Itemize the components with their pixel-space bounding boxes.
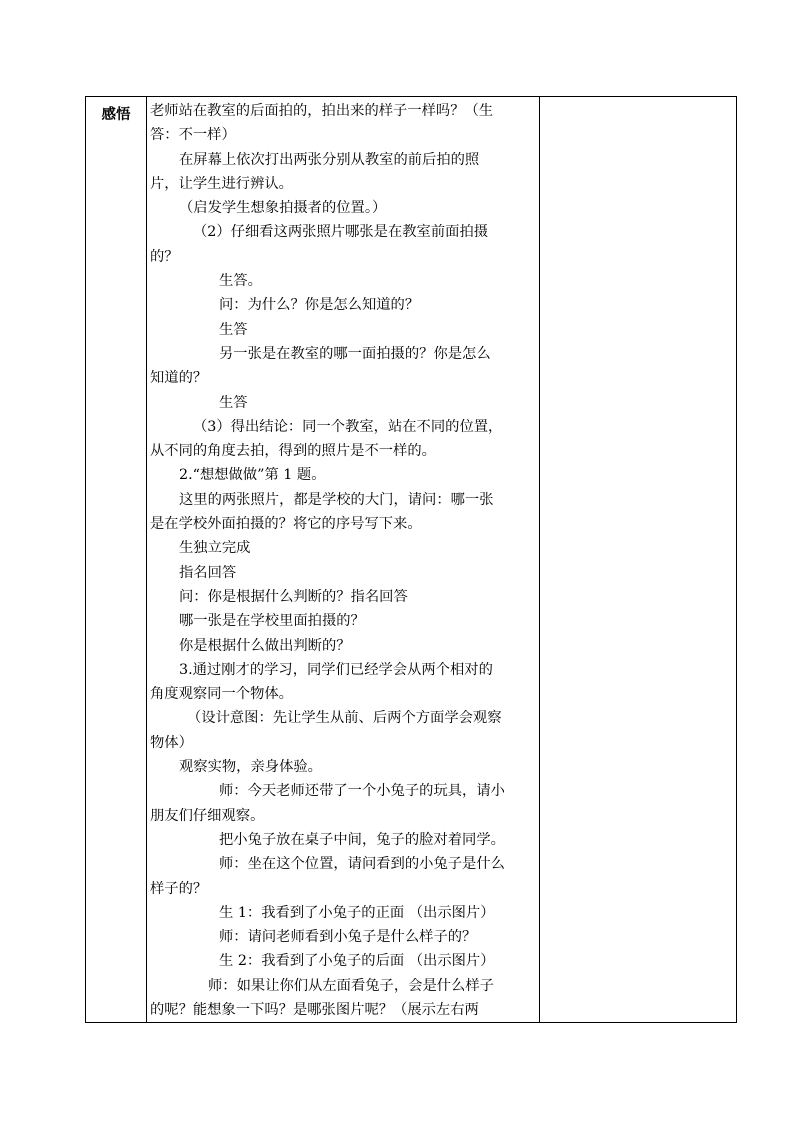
content-line: 答：不一样） xyxy=(150,127,236,144)
content-line: 是在学校外面拍摄的？将它的序号写下来。 xyxy=(150,516,422,533)
content-line: 老师站在教室的后面拍的，拍出来的样子一样吗？（生 xyxy=(150,103,494,119)
content-line: 片，让学生进行辨认。 xyxy=(150,175,293,192)
content-line: （2）仔细看这两张照片哪张是在教室前面拍摄 xyxy=(193,224,489,241)
content-line: （3）得出结论：同一个教室，站在不同的位置， xyxy=(193,418,503,435)
content-line: 在屏幕上依次打出两张分别从教室的前后拍的照 xyxy=(179,151,480,168)
content-line: 生独立完成 xyxy=(179,540,251,557)
content-line: 这里的两张照片，都是学校的大门，请问：哪一张 xyxy=(179,491,494,508)
section-label-cell xyxy=(86,97,147,1023)
content-text xyxy=(147,97,539,1022)
content-line: 把小兔子放在桌子中间，兔子的脸对着同学。 xyxy=(219,831,505,848)
content-line: 的呢？能想象一下吗？是哪张图片呢？（展示左右两 xyxy=(150,1001,479,1018)
content-line: 观察实物，亲身体验。 xyxy=(179,759,322,776)
content-line: 样子的？ xyxy=(150,880,208,897)
content-line: 师：坐在这个位置，请问看到的小兔子是什么 xyxy=(219,856,505,873)
content-line: 你是根据什么做出判断的？ xyxy=(179,637,351,654)
content-line: 师：请问老师看到小兔子是什么样子的？ xyxy=(219,929,477,946)
lesson-plan-table xyxy=(85,96,737,1023)
content-line: 角度观察同一个物体。 xyxy=(150,686,293,703)
content-line: 的？ xyxy=(150,248,179,265)
content-line: 问：为什么？你是怎么知道的？ xyxy=(219,297,420,314)
content-line: 哪一张是在学校里面拍摄的？ xyxy=(179,613,365,630)
content-line: 从不同的角度去拍，得到的照片是不一样的。 xyxy=(150,443,436,460)
table-row xyxy=(86,97,737,1023)
content-line: 师：今天老师还带了一个小兔子的玩具，请小 xyxy=(219,783,505,800)
content-line: 生答 xyxy=(219,321,248,338)
content-line: 2.“想想做做”第 1 题。 xyxy=(179,467,326,484)
content-line: 3.通过刚才的学习，同学们已经学会从两个相对的 xyxy=(179,661,493,678)
content-line: 师：如果让你们从左面看兔子，会是什么样子 xyxy=(208,977,494,994)
content-line: 物体） xyxy=(150,734,193,751)
content-line: 生答 xyxy=(219,394,248,411)
section-label: 感悟 xyxy=(101,107,131,123)
content-line: 知道的？ xyxy=(150,370,208,387)
content-line: 朋友们仔细观察。 xyxy=(150,807,265,824)
content-line: 指名回答 xyxy=(179,564,237,581)
content-line: （设计意图：先让学生从前、后两个方面学会观察 xyxy=(187,710,502,727)
content-line: 生 2：我看到了小兔子的后面 （出示图片） xyxy=(219,953,495,970)
content-line: 生 1：我看到了小兔子的正面 （出示图片） xyxy=(219,904,495,921)
notes-cell xyxy=(540,97,737,1023)
content-cell xyxy=(147,97,540,1023)
content-line: （启发学生想象拍摄者的位置。） xyxy=(179,200,387,217)
content-line: 另一张是在教室的哪一面拍摄的？你是怎么 xyxy=(219,345,491,362)
content-line: 生答。 xyxy=(219,273,262,290)
content-line: 问：你是根据什么判断的？指名回答 xyxy=(179,588,408,605)
